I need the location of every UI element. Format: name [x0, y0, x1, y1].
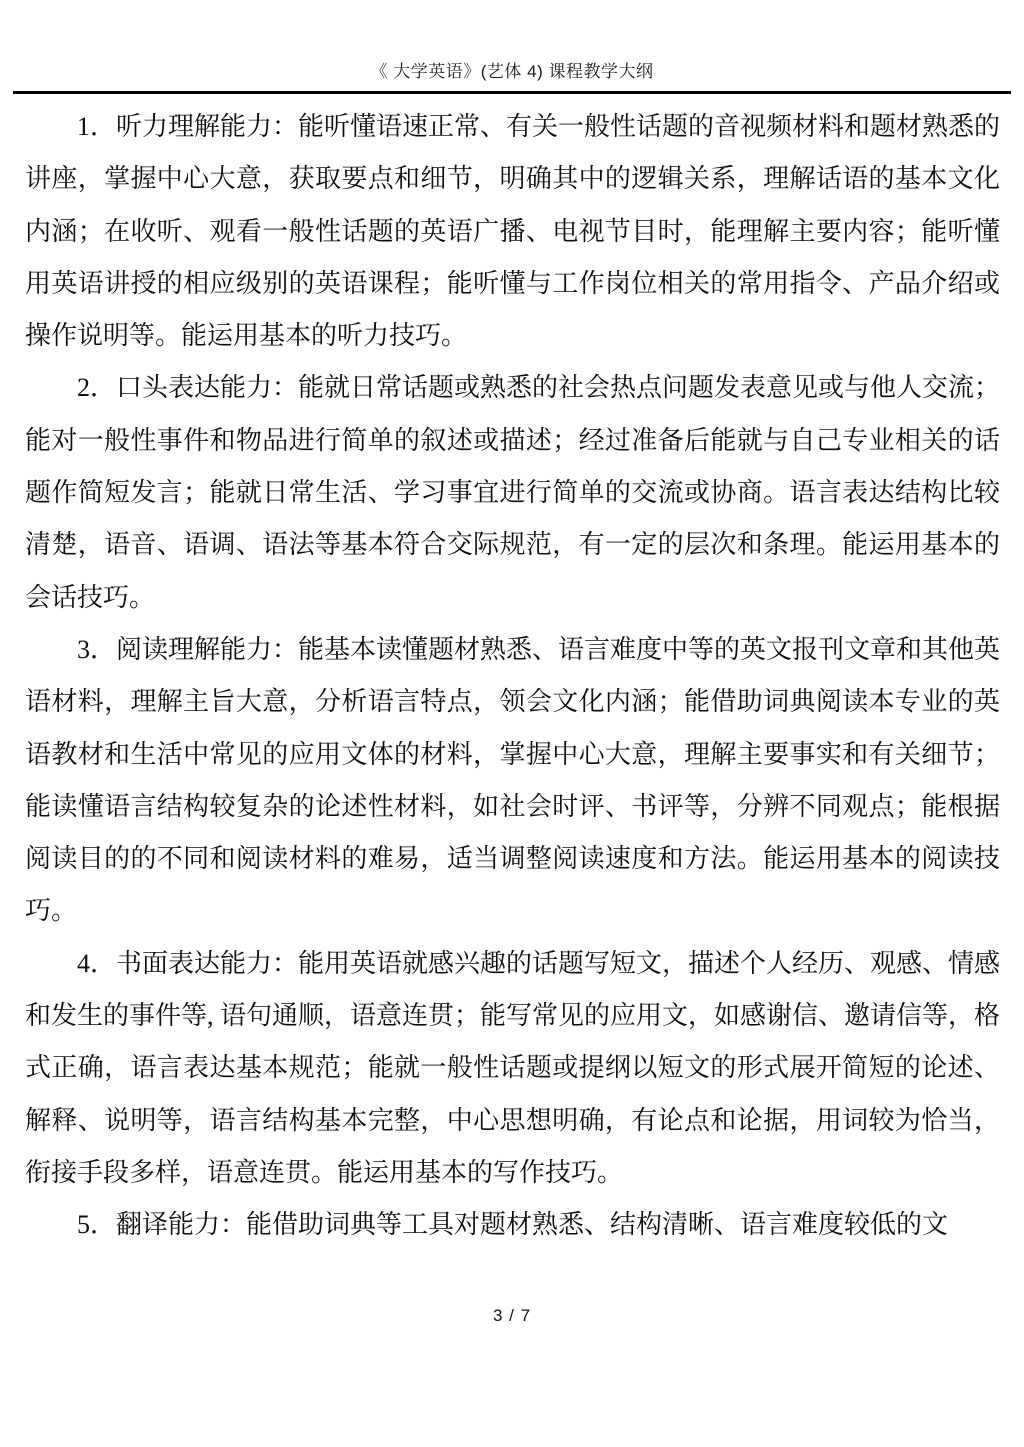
paragraph-writing: 4．书面表达能力：能用英语就感兴趣的话题写短文，描述个人经历、观感、情感和发生的事件等, 语句通顺，语意连贯；能写常见的应用文，如感谢信、邀请信等，格式正确，语言表达基本规范；能就一般性话题或提纲以短文的形式展开简短的论述、解释、说明等，语言结构基本完整，中心思想明确，有论点和论据，用词较为恰当，衔接手段多样，语意连贯。能运用基本的写作技巧。 [25, 948, 1001, 1187]
page-number: 3 / 7 [492, 1306, 532, 1325]
document-body [25, 101, 1000, 1252]
paragraph-listening: 1．听力理解能力：能听懂语速正常、有关一般性话题的音视频材料和题材熟悉的讲座，掌握中心大意，获取要点和细节，明确其中的逻辑关系，理解话语的基本文化内涵；在收听、观看一般性话题的英语广播、电视节目时，能理解主要内容；能听懂用英语讲授的相应级别的英语课程；能听懂与工作岗位相关的常用指令、产品介绍或操作说明等。能运用基本的听力技巧。 [25, 112, 1001, 351]
paragraph-speaking: 2．口头表达能力：能就日常话题或熟悉的社会热点问题发表意见或与他人交流；能对一般性事件和物品进行简单的叙述或描述；经过准备后能就与自己专业相关的话题作简短发言；能就日常生活、学习事宜进行简单的交流或协商。语言表达结构比较清楚，语音、语调、语法等基本符合交际规范，有一定的层次和条理。能运用基本的会话技巧。 [25, 373, 1001, 612]
page-header [13, 57, 1011, 94]
page-footer [0, 1306, 1024, 1326]
paragraph-translation: 5．翻译能力：能借助词典等工具对题材熟悉、结构清晰、语言难度较低的文 [77, 1210, 949, 1240]
header-title: 《 大学英语》(艺体 4) 课程教学大纲 [370, 62, 654, 81]
paragraph-reading: 3．阅读理解能力：能基本读懂题材熟悉、语言难度中等的英文报刊文章和其他英语材料，理解主旨大意，分析语言特点，领会文化内涵；能借助词典阅读本专业的英语教材和生活中常见的应用文体的材料，掌握中心大意，理解主要事实和有关细节；能读懂语言结构较复杂的论述性材料，如社会时评、书评等，分辨不同观点；能根据阅读目的的不同和阅读材料的难易，适当调整阅读速度和方法。能运用基本的阅读技巧。 [25, 634, 1001, 926]
